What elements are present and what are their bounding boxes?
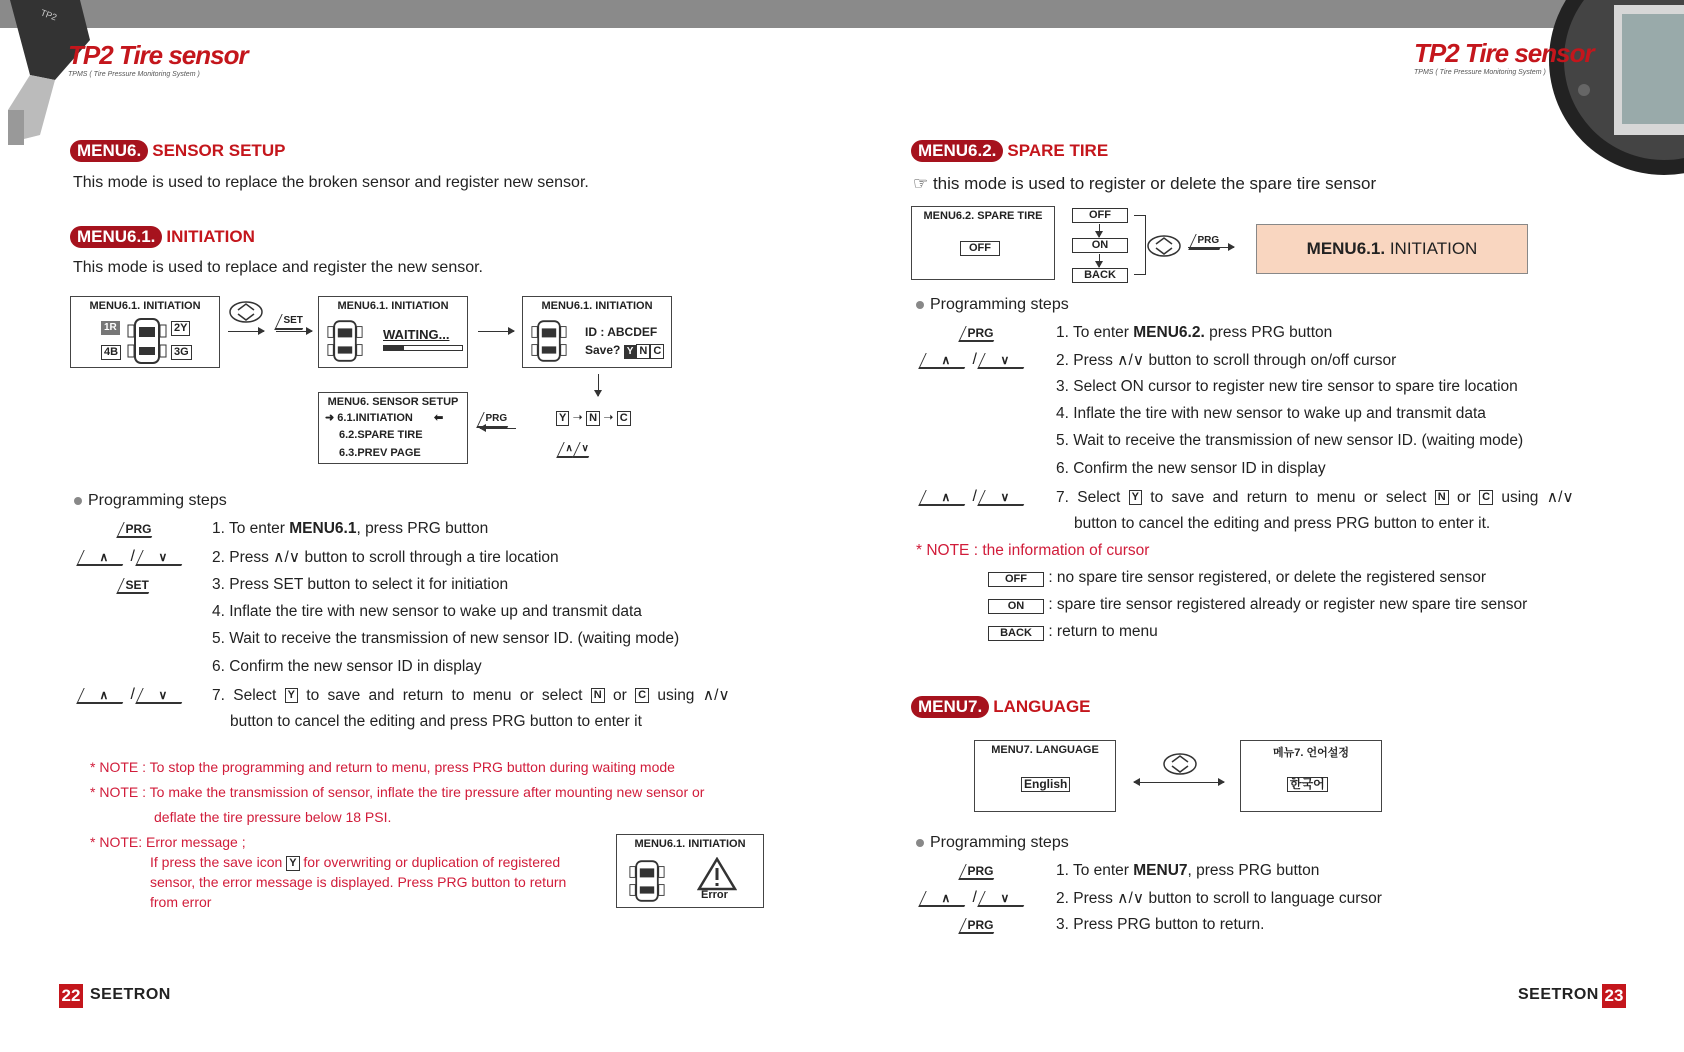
step-7: 7. Select Y to save and return to menu or select N or C using ∧/∨ xyxy=(1056,489,1574,506)
cursor-note: ON : spare tire sensor registered already or register new spare tire sensor xyxy=(988,596,1527,614)
step-2: 2. Press ∧/∨ button to scroll through on/off cursor xyxy=(1056,352,1397,369)
step-4: 4. Inflate the tire with new sensor to wake up and transmit data xyxy=(212,603,642,620)
step-4: 4. Inflate the tire with new sensor to wake up and transmit data xyxy=(1056,405,1486,422)
cursor-option: BACK xyxy=(1072,268,1128,283)
programming-steps-title: Programming steps xyxy=(74,492,227,510)
step-6: 6. Confirm the new sensor ID in display xyxy=(1056,460,1326,477)
progress-bar xyxy=(383,345,463,351)
arrow xyxy=(1188,247,1234,248)
menu61-heading xyxy=(70,226,255,248)
waiting-text: WAITING... xyxy=(383,327,450,342)
note: * NOTE : To make the transmission of sensor, inflate the tire pressure after mounting new sensor or xyxy=(90,784,705,800)
error-note: sensor, the error message is displayed. Press PRG button to return xyxy=(150,874,567,890)
lcd-screen-id-confirm: MENU6.1. INITIATION ID : ABCDEF Save? Y N C xyxy=(522,296,672,368)
menu-item: ➜ 6.1.INITIATION ⬅ xyxy=(325,412,444,424)
brand-name: SEETRON xyxy=(90,986,171,1003)
menu6-heading xyxy=(70,140,285,162)
sensor-id: ID : ABCDEF xyxy=(585,325,658,339)
prg-button-icon: PRG xyxy=(120,520,155,538)
top-bar xyxy=(0,0,1684,28)
step-1: 1. To enter MENU6.1, press PRG button xyxy=(212,520,489,537)
programming-steps-title: Programming steps xyxy=(916,296,1069,314)
lcd-screen-spare-tire: MENU6.2. SPARE TIRE OFF xyxy=(911,206,1055,280)
lcd-screen-tire-select: MENU6.1. INITIATION 1R 2Y 4B 3G xyxy=(70,296,220,368)
step-3: 3. Select ON cursor to register new tire sensor to spare tire location xyxy=(1056,378,1518,395)
menu61-description: This mode is used to replace and register the new sensor. xyxy=(73,259,483,276)
programming-steps-title: Programming steps xyxy=(916,834,1069,852)
prg-button-icon: PRG xyxy=(962,916,997,934)
step-7: 7. Select Y to save and return to menu or select N or C using ∧/∨ xyxy=(212,687,730,704)
step-7-continued: button to cancel the editing and press PRG button to enter it. xyxy=(1074,515,1491,532)
step-3: 3. Press PRG button to return. xyxy=(1056,916,1265,933)
car-icon xyxy=(531,319,567,363)
note: * NOTE: Error message ; xyxy=(90,834,246,850)
step-6: 6. Confirm the new sensor ID in display xyxy=(212,658,482,675)
menu62-description: ☞ this mode is used to register or delete the spare tire sensor xyxy=(913,174,1377,193)
prg-button-icon: PRG xyxy=(962,862,997,880)
cursor-note-title: * NOTE : the information of cursor xyxy=(916,542,1150,559)
up-down-button-icon xyxy=(1162,752,1198,776)
brand-logo-left: TP2 Tire sensor TPMS ( Tire Pressure Monitoring System ) xyxy=(68,40,248,78)
up-down-button-icon xyxy=(228,300,264,324)
up-down-buttons: ∧ / ∨ xyxy=(80,686,185,704)
warning-icon xyxy=(697,857,737,891)
arrow xyxy=(480,428,516,429)
lcd-screen-waiting: MENU6.1. INITIATION WAITING... xyxy=(318,296,468,368)
note: deflate the tire pressure below 18 PSI. xyxy=(154,809,392,825)
step-1: 1. To enter MENU7, press PRG button xyxy=(1056,862,1320,879)
set-button-icon: SET xyxy=(120,576,152,594)
tire-label: 3G xyxy=(171,345,192,360)
section-badge: MENU6.2. xyxy=(911,140,1003,162)
step-2: 2. Press ∧/∨ button to scroll to language cursor xyxy=(1056,890,1382,907)
section-title: LANGUAGE xyxy=(993,697,1091,716)
menu-item: 6.2.SPARE TIRE xyxy=(339,429,423,441)
cursor-value: OFF xyxy=(960,241,1000,256)
language-value: English xyxy=(1021,777,1070,792)
up-down-buttons: ∧ / ∨ xyxy=(922,889,1027,907)
prg-button-icon: PRG xyxy=(480,408,511,428)
up-down-buttons: ∧ ∨ xyxy=(560,442,593,458)
cursor-option: OFF xyxy=(1072,208,1128,223)
cursor-note: BACK : return to menu xyxy=(988,623,1158,641)
section-badge: MENU6. xyxy=(70,140,148,162)
step-5: 5. Wait to receive the transmission of new sensor ID. (waiting mode) xyxy=(1056,432,1524,449)
language-value: 한국어 xyxy=(1287,777,1328,792)
arrow xyxy=(1134,782,1178,783)
error-note: If press the save icon Y for overwriting or duplication of registered xyxy=(150,854,561,870)
car-icon xyxy=(327,319,363,363)
section-title: INITIATION xyxy=(166,227,255,246)
note: * NOTE : To stop the programming and return to menu, press PRG button during waiting mode xyxy=(90,759,675,775)
brand-logo-right: TP2 Tire sensor TPMS ( Tire Pressure Monitoring System ) xyxy=(1414,38,1594,76)
step-1: 1. To enter MENU6.2. press PRG button xyxy=(1056,324,1333,341)
page-number: 22 xyxy=(59,984,83,1008)
set-button-icon: SET xyxy=(278,310,306,330)
save-prompt: Save? Y N C xyxy=(585,343,664,359)
error-note: from error xyxy=(150,894,212,910)
section-badge: MENU7. xyxy=(911,696,989,718)
section-title: SENSOR SETUP xyxy=(152,141,286,160)
arrow xyxy=(1178,782,1224,783)
up-down-buttons: ∧ / ∨ xyxy=(80,548,185,566)
menu7-heading xyxy=(911,696,1091,718)
lcd-screen-language-ko: 메뉴7. 언어설정 한국어 xyxy=(1240,740,1382,812)
svg-text:TP2: TP2 xyxy=(39,7,59,23)
step-5: 5. Wait to receive the transmission of new sensor ID. (waiting mode) xyxy=(212,630,680,647)
tire-label: 2Y xyxy=(171,321,190,336)
up-down-buttons: ∧ / ∨ xyxy=(922,351,1027,369)
arrow xyxy=(478,331,514,332)
up-down-button-icon xyxy=(1146,234,1182,258)
arrow xyxy=(276,331,312,332)
step-3: 3. Press SET button to select it for initiation xyxy=(212,576,509,593)
error-label: Error xyxy=(701,889,728,901)
menu6-description: This mode is used to replace the broken sensor and register new sensor. xyxy=(73,174,589,191)
brand-name: SEETRON xyxy=(1518,986,1599,1003)
up-down-buttons: ∧ / ∨ xyxy=(922,488,1027,506)
arrow xyxy=(228,331,264,332)
lcd-screen-sensor-setup: MENU6. SENSOR SETUP ➜ 6.1.INITIATION ⬅ 6.2.SPARE TIRE 6.3.PREV PAGE xyxy=(318,392,468,464)
step-7-continued: button to cancel the editing and press PRG button to enter it xyxy=(230,713,642,730)
car-icon xyxy=(629,859,665,903)
arrow xyxy=(598,374,599,396)
prg-button-icon: PRG xyxy=(1192,230,1223,250)
lcd-screen-error: MENU6.1. INITIATION Error xyxy=(616,834,764,908)
section-badge: MENU6.1. xyxy=(70,226,162,248)
page-number: 23 xyxy=(1602,984,1626,1008)
tpms-display-image xyxy=(1544,0,1684,180)
tire-label: 1R xyxy=(101,321,120,335)
lcd-screen-language-en: MENU7. LANGUAGE English xyxy=(974,740,1116,812)
menu62-heading xyxy=(911,140,1108,162)
ync-flow: Y ➝ N ➝ C xyxy=(556,410,631,426)
cursor-note: OFF : no spare tire sensor registered, or delete the registered sensor xyxy=(988,569,1486,587)
prg-button-icon: PRG xyxy=(962,324,997,342)
tire-label: 4B xyxy=(101,345,121,360)
cursor-option: ON xyxy=(1072,238,1128,253)
section-title: SPARE TIRE xyxy=(1007,141,1109,160)
menu-item: 6.3.PREV PAGE xyxy=(339,447,421,459)
car-icon xyxy=(127,317,167,365)
target-menu-box: MENU6.1. INITIATION xyxy=(1256,224,1528,274)
step-2: 2. Press ∧/∨ button to scroll through a tire location xyxy=(212,549,559,566)
